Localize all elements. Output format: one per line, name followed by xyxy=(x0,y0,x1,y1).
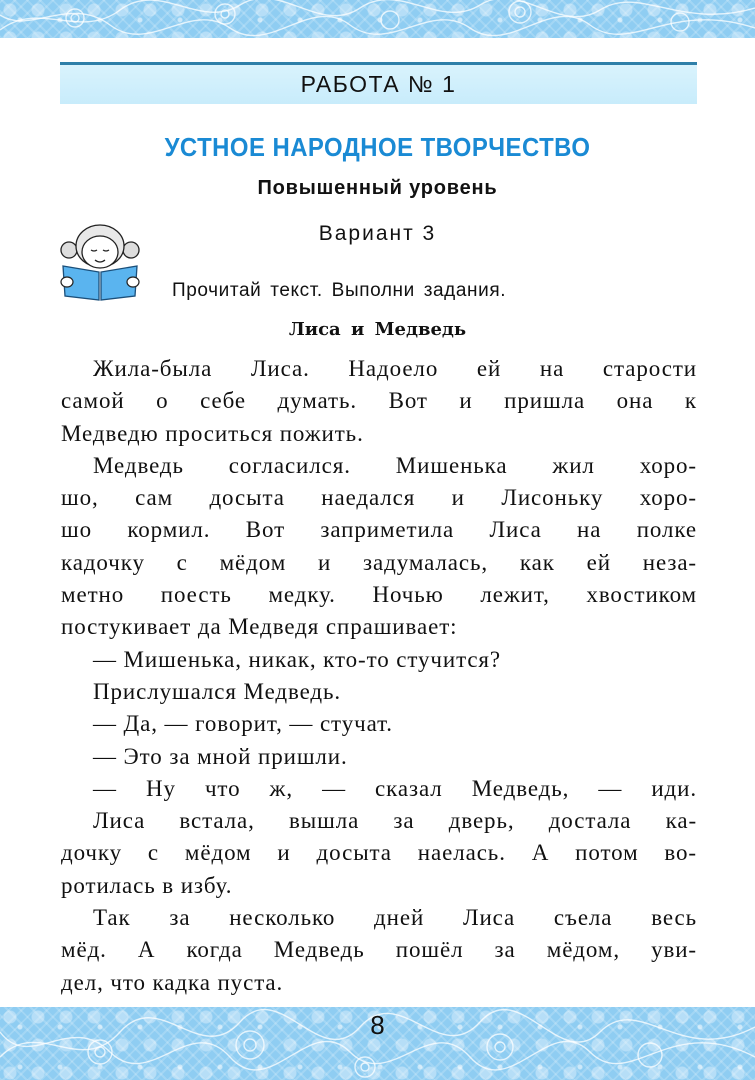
lace-pattern-icon xyxy=(0,0,755,38)
story-line: дочку с мёдом и досыта наелась. А потом во- xyxy=(61,840,697,866)
page-number: 8 xyxy=(370,1010,385,1040)
story-line: Прислушался Медведь. xyxy=(93,678,342,704)
story-line: кадочку с мёдом и задумалась, как ей неза- xyxy=(61,549,697,575)
story-line: Жила-была Лиса. Надоело ей на старости xyxy=(93,356,697,381)
decorative-lace-border-top xyxy=(0,0,755,38)
story-line: дел, что кадка пуста. xyxy=(61,969,284,995)
dialogue-line: — Ну что ж, — сказал Медведь, — иди. xyxy=(93,775,697,801)
story-line: Медведь согласился. Мишенька жил хоро- xyxy=(93,452,697,478)
story-line: самой о себе думать. Вот и пришла она к xyxy=(61,388,697,414)
story-line: метно поесть медку. Ночью лежит, хвостиком xyxy=(61,582,697,608)
dialogue-line: — Это за мной пришли. xyxy=(93,743,348,769)
section-title: УСТНОЕ НАРОДНОЕ ТВОРЧЕСТВО xyxy=(164,132,591,162)
difficulty-level: Повышенный уровень xyxy=(257,177,498,199)
story-line: Лиса встала, вышла за дверь, достала ка- xyxy=(93,808,697,834)
girl-reading-book-icon xyxy=(55,222,145,302)
story-line: мёд. А когда Медведь пошёл за мёдом, уви- xyxy=(61,937,697,963)
variant-label: Вариант 3 xyxy=(318,222,437,245)
work-header-bar xyxy=(60,62,697,104)
story-line: шо кормил. Вот заприметила Лиса на полке xyxy=(61,517,697,543)
story-title: Лиса и Медведь xyxy=(288,319,467,340)
story-line: Так за несколько дней Лиса съела весь xyxy=(93,905,697,931)
task-instruction: Прочитай текст. Выполни задания. xyxy=(172,280,507,301)
story-text xyxy=(61,353,697,999)
dialogue-line: — Мишенька, никак, кто-то стучится? xyxy=(93,646,502,672)
story-line: ротилась в избу. xyxy=(61,872,233,898)
story-line: постукивает да Медведя спрашивает: xyxy=(61,614,458,640)
dialogue-line: — Да, — говорит, — стучат. xyxy=(93,711,393,737)
story-line: Медведю проситься пожить. xyxy=(61,420,364,446)
story-line: шо, сам досыта наедался и Лисоньку хоро- xyxy=(61,485,697,511)
work-number-label: РАБОТА № 1 xyxy=(300,71,457,97)
